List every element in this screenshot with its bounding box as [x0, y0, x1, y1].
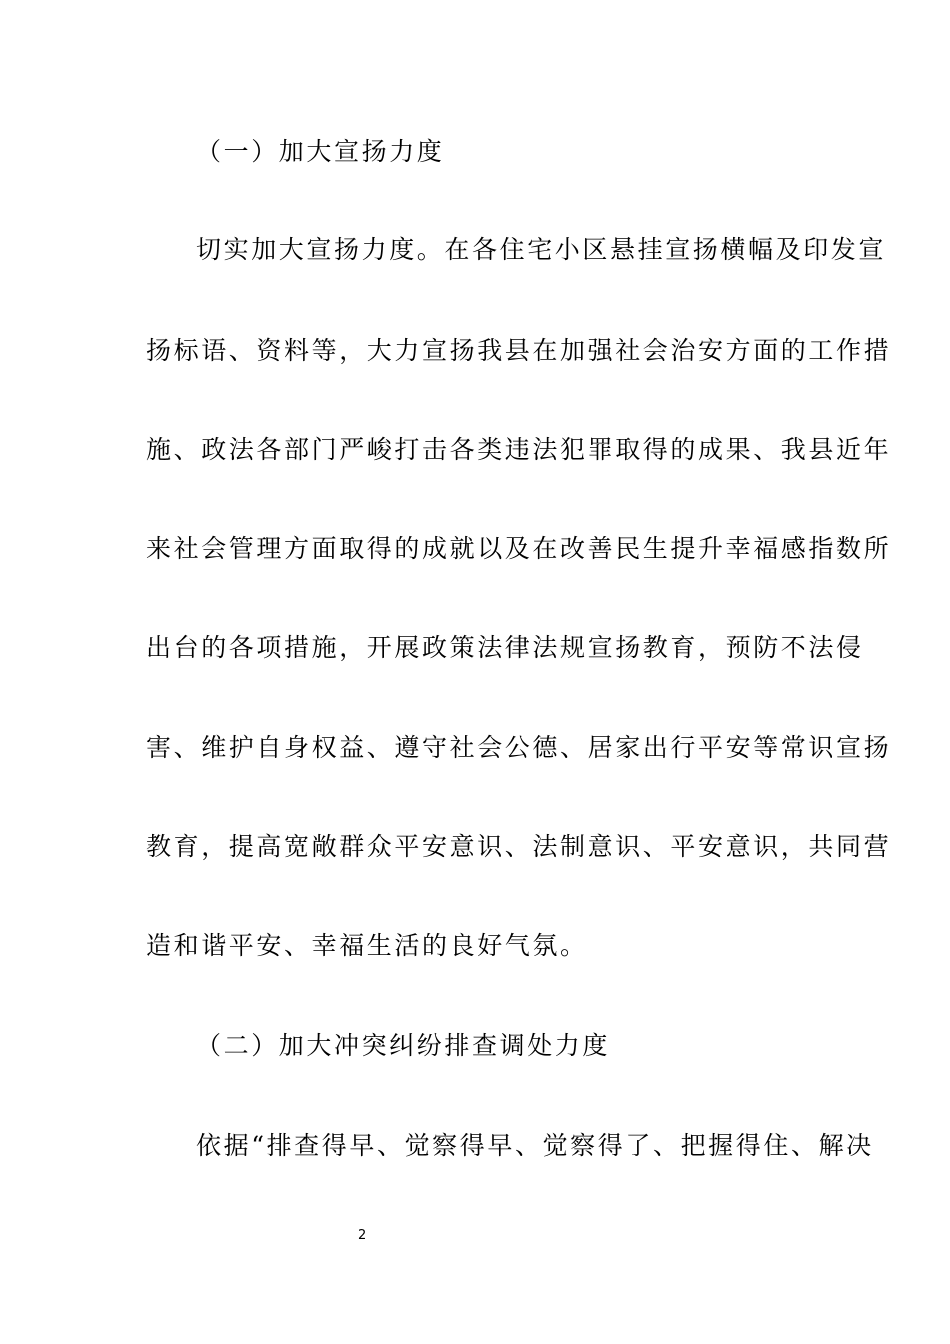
paragraph-1-line-1: 切实加大宣扬力度。在各住宅小区悬挂宣扬横幅及印发宣	[196, 235, 887, 264]
paragraph-1-line-4: 来社会管理方面取得的成就以及在改善民生提升幸福感指数所	[146, 534, 892, 563]
section-heading-1: （一）加大宣扬力度	[196, 137, 445, 166]
paragraph-1-line-2: 扬标语、资料等，大力宣扬我县在加强社会治安方面的工作措	[146, 336, 892, 365]
page-number: 2	[358, 1228, 367, 1243]
section-heading-2: （二）加大冲突纠纷排查调处力度	[196, 1031, 611, 1060]
paragraph-1-line-7: 教育，提高宽敞群众平安意识、法制意识、平安意识，共同营	[146, 832, 892, 861]
paragraph-1-line-3: 施、政法各部门严峻打击各类违法犯罪取得的成果、我县近年	[146, 435, 892, 464]
paragraph-1-line-6: 害、维护自身权益、遵守社会公德、居家出行平安等常识宣扬	[146, 733, 892, 762]
paragraph-2-line-1: 依据“排查得早、觉察得早、觉察得了、把握得住、解决	[196, 1131, 874, 1160]
paragraph-1-line-8: 造和谐平安、幸福生活的良好气氛。	[146, 931, 588, 960]
paragraph-1-line-5: 出台的各项措施，开展政策法律法规宣扬教育，预防不法侵	[146, 633, 864, 662]
